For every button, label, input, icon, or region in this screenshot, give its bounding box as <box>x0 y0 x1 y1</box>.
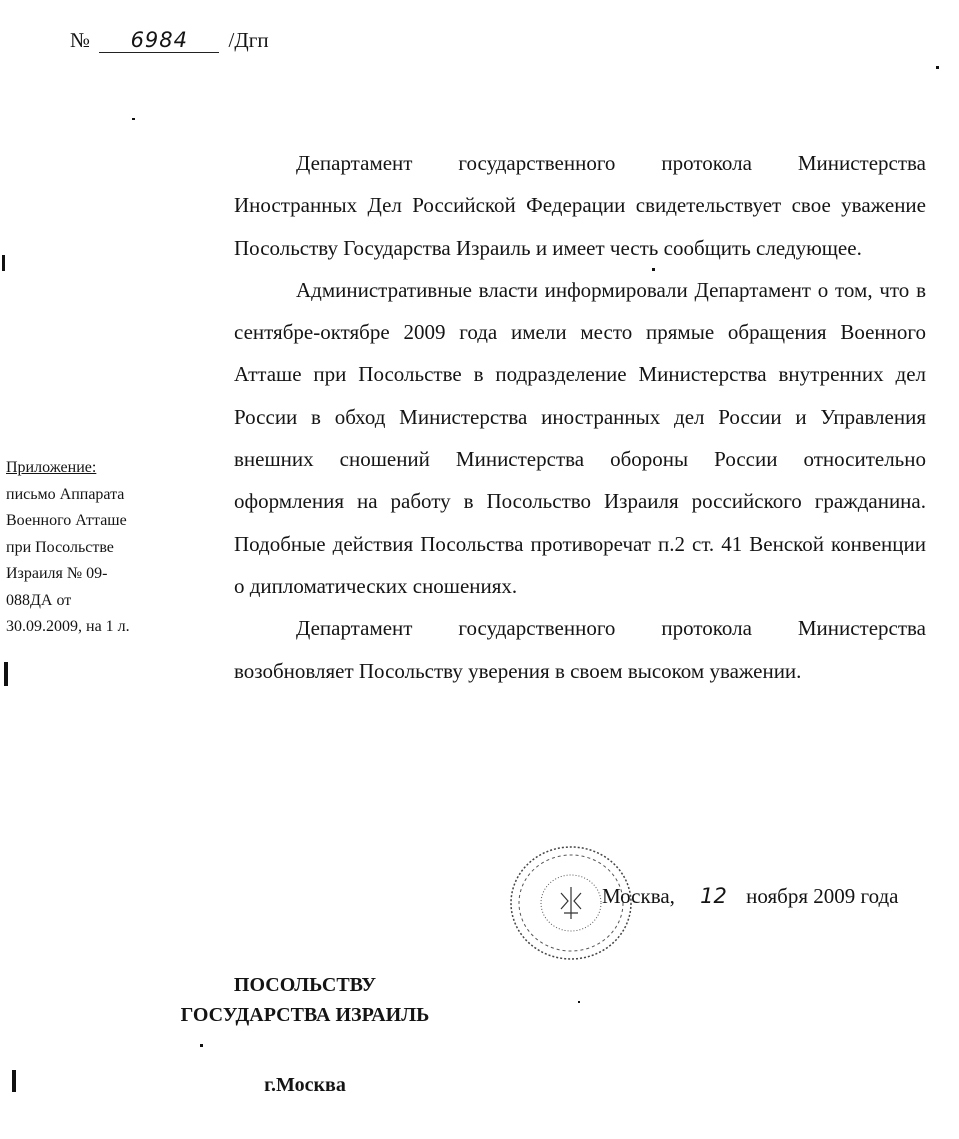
scan-mark <box>200 1044 203 1047</box>
recipient-line-2: ГОСУДАРСТВА ИЗРАИЛЬ <box>180 1004 430 1026</box>
paragraph-main: Административные власти информировали Департамент о том, что в сентябре-октябре 2009 года имели место прямые обращения Военного Атташе при Посольстве в подразделение Министерства внутренних дел России в обход Министерства иностранных дел России и Управления внешних сношений Министерства обороны России относительно оформления на работу в Посольство Израиля российского гражданина. Подобные действия Посольства противоречат п.2 ст. 41 Венской конвенции о дипломатических сношениях. <box>234 277 926 598</box>
scan-mark <box>2 255 5 271</box>
date-month-year: ноября 2009 года <box>746 884 899 908</box>
scan-mark <box>936 66 939 69</box>
date-day: 12 <box>700 884 727 908</box>
paragraph-closing: Департамент государственного протокола Министерства возобновляет Посольству уверения в своем высоком уважении. <box>234 616 926 683</box>
scan-mark <box>132 118 135 120</box>
attachment-note <box>6 455 176 641</box>
attachment-line: Военного Атташе <box>6 512 127 529</box>
number-suffix: /Дгп <box>228 28 269 52</box>
document-number-line <box>70 28 269 53</box>
attachment-line: Израиля № 09- <box>6 565 108 582</box>
scan-mark <box>4 662 8 686</box>
date-city: Москва, <box>602 884 675 908</box>
note-body <box>234 142 926 692</box>
recipient-block <box>150 970 460 1100</box>
number-prefix: № <box>70 28 91 52</box>
place-and-date <box>602 884 898 909</box>
attachment-line: письмо Аппарата <box>6 485 125 503</box>
scan-mark <box>12 1070 16 1092</box>
paragraph-greeting: Департамент государственного протокола Министерства Иностранных Дел Российской Федерации свидетельствует свое уважение Посольству Государства Израиль и имеет честь сообщить следующее. <box>234 151 926 260</box>
scan-mark <box>652 268 655 271</box>
scan-mark <box>578 1001 580 1003</box>
recipient-city: г.Москва <box>264 1074 346 1096</box>
attachment-line: 30.09.2009, на 1 л. <box>6 618 130 635</box>
recipient-line-1: ПОСОЛЬСТВУ <box>233 974 377 996</box>
document-number: 6984 <box>99 28 219 53</box>
attachment-line: 088ДА от <box>6 591 72 609</box>
attachment-line: при Посольстве <box>6 538 114 556</box>
attachment-title: Приложение: <box>6 459 97 476</box>
